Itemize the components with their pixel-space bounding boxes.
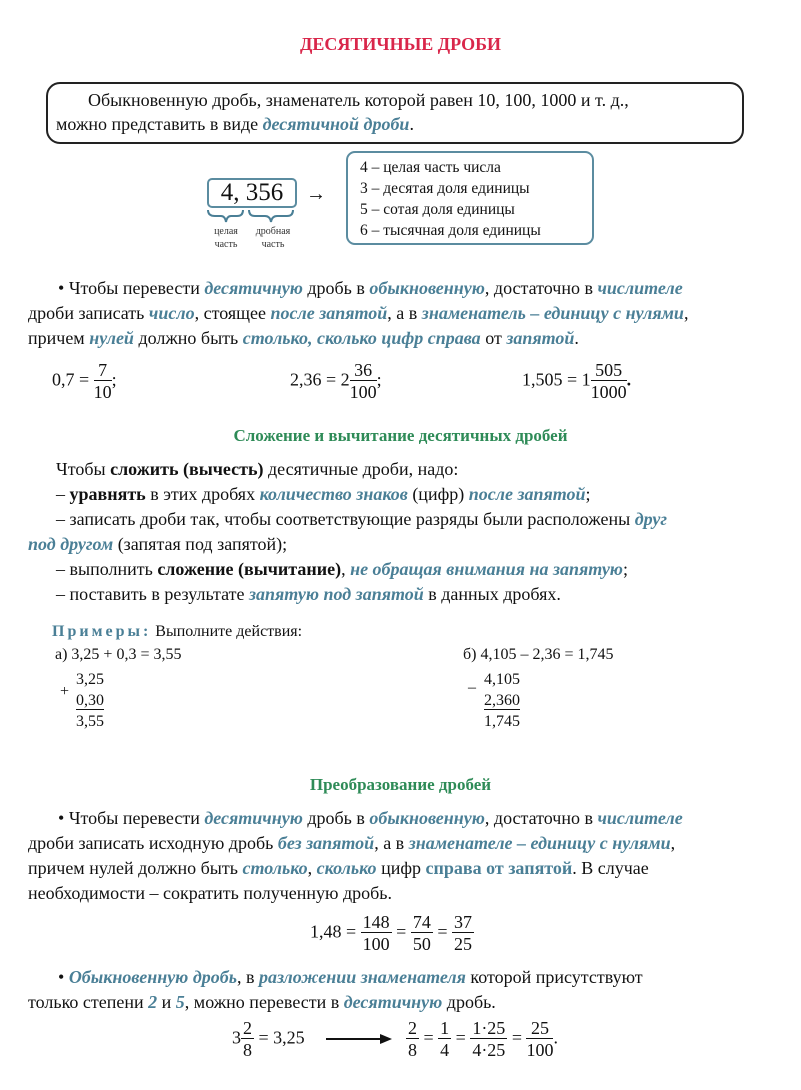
example1-b: 2,36 = 2 $\frac{36}{100}$ ; [290,360,382,402]
whole-part-label: целая часть [214,226,238,250]
addsub-line-5: – выполнить сложение (вычитание), не обращая внимания на запятую; [56,559,628,579]
example2: 1,48 = $\frac{148}{100}$ = $\frac{74}{50}$ = $\frac{37}{25}$ [310,912,472,954]
arrow-icon: → [306,183,326,205]
digit-info-line: 3 – десятая доля единицы [360,180,530,197]
digit-info-line: 4 – целая часть числа [360,159,501,176]
example-b-line: б) 4,105 – 2,36 = 1,745 [463,646,614,663]
example-number-box: 4, 356 [207,178,297,208]
addsub-line-6: – поставить в результате запятую под запятой в данных дробях. [56,584,561,604]
addsub-line-4: под другом (запятая под запятой); [28,534,288,554]
definition-line-1: Обыкновенную дробь, знаменатель которой равен 10, 100, 1000 и т. д., [88,90,629,110]
digit-info-box [346,151,594,245]
definition-box [46,82,744,144]
fraction-part-brace [249,210,293,222]
example-a-column: 3,25 0,30 3,55 [76,671,104,730]
rule2-line-2: дроби записать исходную дробь без запятой, а в знаменателе – единицу с нулями, [28,833,676,853]
example1-c: 1,505 = 1 $\frac{505}{1000}$ . [522,360,632,402]
section-title-conversion: Преобразование дробей [309,775,492,794]
example3-left: 3 $\frac{2}{8}$ = 3,25 [232,1018,305,1060]
addsub-line-2: – уравнять в этих дробях количество знаков (цифр) после запятой; [56,484,591,504]
example-a-sign: + [60,683,70,700]
addsub-line-1: Чтобы сложить (вычесть) десятичные дроби, надо: [56,459,459,479]
example-b-column: 4,105 2,360 1,745 [484,671,520,730]
addsub-line-3: – записать дроби так, чтобы соответствующие разряды были расположены друг [56,509,668,529]
rule3-line-2: только степени 2 и 5, можно перевести в десятичную дробь. [28,992,496,1012]
section-title-addsub: Сложение и вычитание десятичных дробей [233,426,568,445]
example-b-sign: – [468,679,476,696]
digit-info-line: 6 – тысячная доля единицы [360,222,541,239]
rule3-line-1: • Обыкновенную дробь, в разложении знаменателя которой присутствуют [58,967,643,987]
part-braces [205,208,299,226]
examples-label: Примеры: Выполните действия: [52,623,303,640]
page-title: ДЕСЯТИЧНЫЕ ДРОБИ [300,34,501,54]
example3-right: $\frac{2}{8}$ = $\frac{1}{4}$ = $\frac{1\cdot 25}{4\cdot 25}$ = $\frac{25}{100}$ . [408,1018,558,1060]
rule2-line-1: • Чтобы перевести десятичную дробь в обыкновенную, достаточно в числителе [58,808,683,828]
rule2-line-3: причем нулей должно быть столько, сколько цифр справа от запятой. В случае [28,858,649,878]
rule1-line-2: дроби записать число, стоящее после запятой, а в знаменатель – единицу с нулями, [28,303,689,323]
definition-line-2: можно представить в виде десятичной дроби. [56,114,414,134]
example1-a: 0,7 = $\frac{7}{10}$ ; [52,360,117,402]
digit-info-line: 5 – сотая доля единицы [360,201,515,218]
rule1-line-1: • Чтобы перевести десятичную дробь в обыкновенную, достаточно в числителе [58,278,683,298]
example-a-line: а) 3,25 + 0,3 = 3,55 [55,646,182,663]
whole-part-brace [208,210,243,222]
fraction-part-label: дробная часть [255,226,291,250]
rule2-line-4: необходимости – сократить полученную дробь. [28,883,392,903]
rule1-line-3: причем нулей должно быть столько, сколько цифр справа от запятой. [28,328,579,348]
long-arrow-icon [324,1032,394,1046]
